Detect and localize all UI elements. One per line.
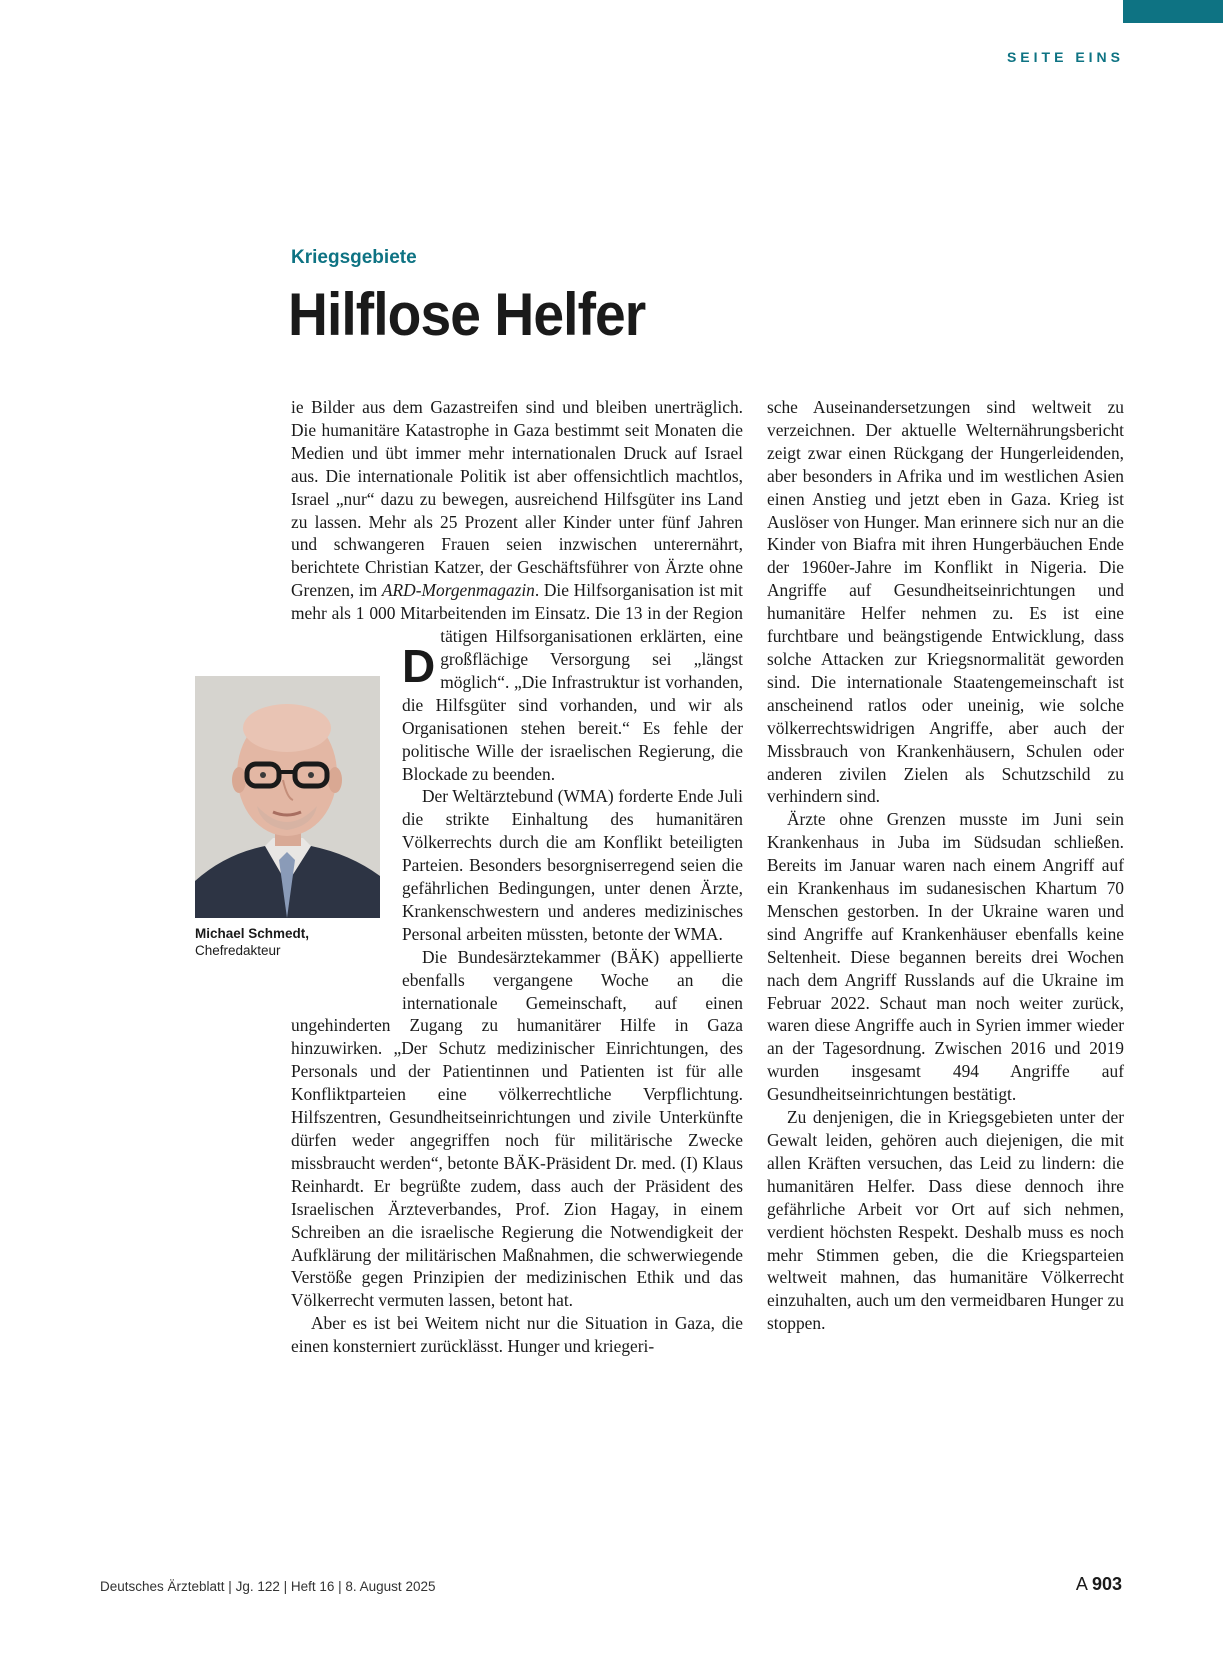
paragraph-1-emphasis: ARD-Morgenmagazin <box>381 580 535 601</box>
author-role: Chefredakteur <box>195 943 281 958</box>
author-name: Michael Schmedt, <box>195 926 310 941</box>
paragraph-5: sche Auseinandersetzungen sind weltweit zu verzeichnen. Der aktuelle Welternährungsbericht zeigt zwar einen Rückgang der Hungerleidenden, aber besonders in Afrika und im westlichen Asien einen Anstieg und jetzt eben in Gaza. Krieg ist Auslöser von Hunger. Man erinnere sich nur an die Kinder von Biafra mit ihren Hungerbäuchen Ende der 1960er-Jahre im Konflikt in Nigeria. Die Angriffe auf Gesundheitseinrichtungen und humanitäre Helfer nehmen zu. Es ist eine furchtbare und beängstigende Entwicklung, dass solche Attacken zur Kriegsnormalität geworden sind. Die internationale Staatengemeinschaft ist anscheinend ratlos oder uneinig, wie solche völkerrechtswidrigen Angriffe, aber auch der Missbrauch von Krankenhäusern, Schulen oder anderen zivilen Zielen als Schutzschild zu verhindern sind. <box>767 397 1124 807</box>
section-label: SEITE EINS <box>1006 49 1124 65</box>
paragraph-6: Ärzte ohne Grenzen musste im Juni sein Krankenhaus in Juba im Südsudan schließen. Bereits im Januar waren nach einem Angriff auf ein Krankenhaus im sudanesischen Khartum 70 Menschen gestorben. In der Ukraine waren und sind Angriffe auf Krankenhäuser ebenfalls keine Seltenheit. Diese begannen bereits drei Wochen nach dem Angriff Russlands auf die Ukraine im Februar 2022. Schaut man noch weiter zurück, waren diese Angriffe auch in Syrien immer wieder an der Tagesordnung. Zwischen 2016 und 2019 wurden insgesamt 494 Angriffe auf Gesundheitseinrichtungen bestätigt. <box>767 809 1124 1105</box>
author-caption <box>195 925 380 959</box>
page-prefix: A <box>1075 1574 1087 1594</box>
footer-page-number <box>1076 1574 1122 1595</box>
article-kicker: Kriegsgebiete <box>291 247 417 268</box>
dropcap: D <box>402 640 436 692</box>
author-photo <box>195 676 380 918</box>
accent-bar <box>1123 0 1223 23</box>
paragraph-4: Aber es ist bei Weitem nicht nur die Situation in Gaza, die einen konsterniert zurücklässt. Hunger und kriegeri- <box>291 1313 743 1357</box>
page-number: 903 <box>1091 1574 1122 1594</box>
paragraph-2: Der Weltärztebund (WMA) forderte Ende Juli die strikte Einhaltung des humanitären Völkerrechts durch die am Konflikt beteiligten Parteien. Besonders besorgniserregend seien die gefährlichen Bedingungen, unter denen Ärzte, Krankenschwestern und anderes medizinisches Personal arbeiten müssten, betonte der WMA. <box>402 786 743 944</box>
paragraph-1-text: ie Bilder aus dem Gazastreifen sind und bleiben unerträglich. Die humanitäre Katastrophe in Gaza bestimmt seit Monaten die Medien und übt immer mehr internationalen Druck auf Israel aus. Die internationale Politik ist aber offensichtlich machtlos, Israel „nur“ dazu zu bewegen, ausreichend Hilfsgüter ins Land zu lassen. Mehr als 25 Prozent aller Kinder unter fünf Jahren und schwangeren Frauen seien inzwischen unterernährt, berichtete Christian Katzer, der Geschäftsführer von Ärzte ohne Grenzen, im <box>291 397 743 601</box>
article-headline: Hilflose Helfer <box>288 281 646 348</box>
article-column-right <box>767 396 1124 1335</box>
paragraph-7: Zu denjenigen, die in Kriegsgebieten unter der Gewalt leiden, gehören auch diejenigen, die mit allen Kräften versuchen, das Leid zu lindern: die humanitären Helfer. Dass diese dennoch ihre gefährliche Arbeit vor Ort auf sich nehmen, verdient höchsten Respekt. Deshalb muss es noch mehr Stimmen geben, die die Kriegsparteien weltweit mahnen, das humanitäre Völkerrecht einzuhalten, auch um den vermeidbaren Hunger zu stoppen. <box>767 1107 1124 1334</box>
footer-publication: Deutsches Ärzteblatt | Jg. 122 | Heft 16 | 8. August 2025 <box>100 1579 436 1594</box>
paragraph-1-after: . Die Hilfsorganisation ist mit mehr als 1 000 Mitarbeitenden im Einsatz. Die 13 in der Region tätigen Hilfsorganisationen erklärten, eine großflächige Versorgung sei „längst möglich“. „Die Infrastruktur ist vorhanden, die Hilfsgüter sind vorhanden, und wir als Organisationen stehen bereit.“ Es fehle der politische Wille der israelischen Regierung, die Blockade zu beenden. <box>291 580 743 784</box>
author-portrait-illustration <box>195 676 380 918</box>
paragraph-3: Die Bundesärztekammer (BÄK) appellierte ebenfalls vergangene Woche an die internationale Gemeinschaft, auf einen ungehinderten Zugang zu humanitärer Hilfe in Gaza hinzuwirken. „Der Schutz medizinischer Einrichtungen, des Personals und der Patientinnen und Patienten ist für alle Konfliktparteien eine völkerrechtliche Verpflichtung. Hilfszentren, Gesundheitseinrichtungen und zivile Unterkünfte dürfen weder angegriffen noch für militärische Zwecke missbraucht werden“, betonte BÄK-Präsident Dr. med. (I) Klaus Reinhardt. Er begrüßte zudem, dass auch der Präsident des Israelischen Ärzteverbandes, Prof. Zion Hagay, in einem Schreiben an die israelische Regierung die Notwendigkeit der Aufklärung der militärischen Maßnahmen, die schwerwiegende Verstöße gegen Prinzipien der medizinischen Ethik und das Völkerrecht vermuten lassen, betont hat. <box>291 946 743 1311</box>
